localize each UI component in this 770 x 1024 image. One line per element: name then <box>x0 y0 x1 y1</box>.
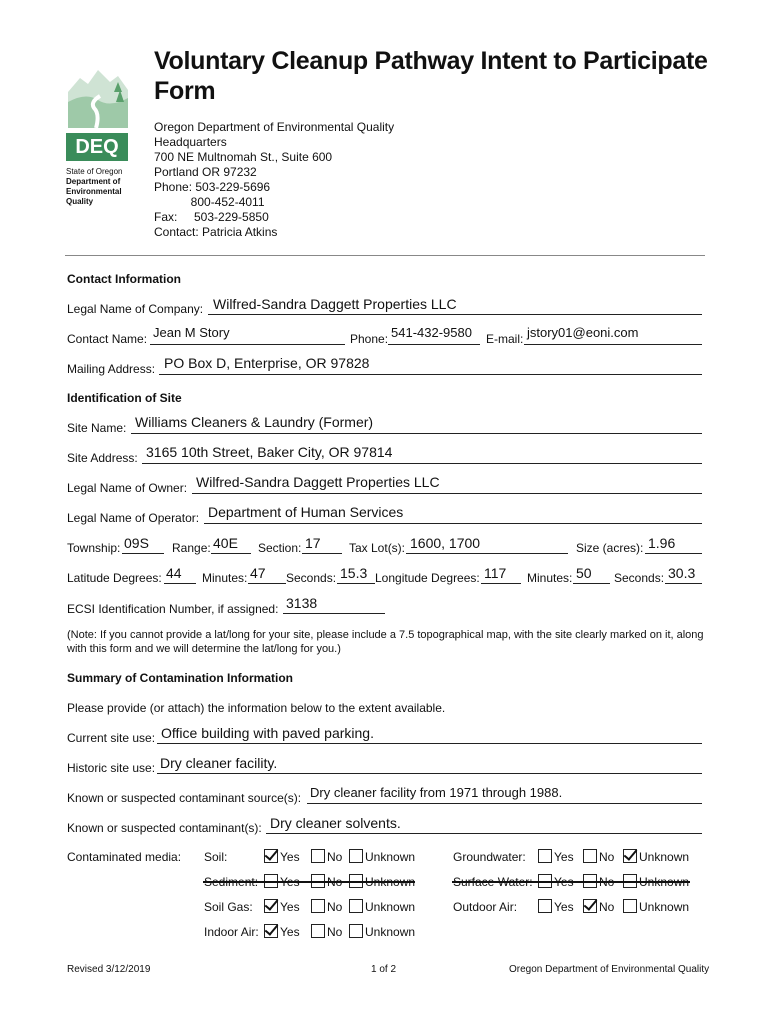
address-line: 800-452-4011 <box>154 195 265 209</box>
field-underline <box>192 493 702 494</box>
lat-sec-field[interactable]: 15.3 <box>340 565 368 581</box>
source-label: Known or suspected contaminant source(s): <box>67 791 302 805</box>
indoor-yes[interactable] <box>264 924 300 939</box>
option-label: Yes <box>554 850 574 864</box>
footer-page: 1 of 2 <box>371 964 397 975</box>
lat-min-label: Minutes: <box>202 571 248 585</box>
address-line: Phone: 503-229-5696 <box>154 180 271 194</box>
indoor-no[interactable] <box>311 924 342 939</box>
township-label: Township: <box>67 541 121 555</box>
lon-min-label: Minutes: <box>527 571 573 585</box>
footer-agency: Oregon Department of Environmental Quality <box>509 964 710 975</box>
lon-sec-label: Seconds: <box>614 571 665 585</box>
ecsi-label: ECSI Identification Number, if assigned: <box>67 602 279 616</box>
groundwater-yes[interactable] <box>538 849 574 864</box>
option-label: Unknown <box>365 850 416 864</box>
field-underline <box>573 583 610 584</box>
field-underline <box>211 553 251 554</box>
sediment-strikethrough <box>203 881 415 883</box>
checkbox-icon[interactable] <box>538 899 552 913</box>
current-use-label: Current site use: <box>67 731 156 745</box>
field-underline <box>283 613 385 614</box>
source-field[interactable]: Dry cleaner facility from 1971 through 1988. <box>310 785 563 800</box>
lon-deg-field[interactable]: 117 <box>484 565 507 581</box>
owner-label: Legal Name of Owner: <box>67 481 188 495</box>
taxlot-label: Tax Lot(s): <box>349 541 406 555</box>
field-underline <box>204 523 702 524</box>
outdoor-air-unknown[interactable] <box>623 899 689 914</box>
site-name-label: Site Name: <box>67 421 127 435</box>
lat-min-field[interactable]: 47 <box>250 565 266 581</box>
groundwater-unknown[interactable] <box>623 849 689 864</box>
site-address-label: Site Address: <box>67 451 138 465</box>
option-label: Yes <box>554 900 574 914</box>
checkbox-icon[interactable] <box>349 849 363 863</box>
indoor-unknown[interactable] <box>349 924 415 939</box>
section-label: Section: <box>258 541 302 555</box>
lon-min-field[interactable]: 50 <box>576 565 592 581</box>
address-line: 700 NE Multnomah St., Suite 600 <box>154 150 333 164</box>
field-underline <box>307 803 702 804</box>
mailing-field[interactable]: PO Box D, Enterprise, OR 97828 <box>164 355 370 371</box>
mountain-river-icon <box>66 62 130 128</box>
outdoor-air-no[interactable] <box>583 899 614 914</box>
field-underline <box>481 583 521 584</box>
contaminant-field[interactable]: Dry cleaner solvents. <box>270 815 401 831</box>
option-label: Unknown <box>365 925 416 939</box>
township-field[interactable]: 09S <box>124 535 149 551</box>
logo-sub-1: State of Oregon <box>66 167 123 176</box>
contaminant-label: Known or suspected contaminant(s): <box>67 821 262 835</box>
field-underline <box>159 374 702 375</box>
logo-sub-4: Quality <box>66 197 94 206</box>
lat-sec-label: Seconds: <box>286 571 337 585</box>
checkbox-checked-icon[interactable] <box>264 849 278 863</box>
agency-address <box>154 120 394 240</box>
checkbox-checked-icon[interactable] <box>264 899 278 913</box>
email-field[interactable]: jstory01@eoni.com <box>527 325 639 340</box>
field-underline <box>302 553 342 554</box>
option-label: No <box>599 850 615 864</box>
checkbox-icon[interactable] <box>349 899 363 913</box>
field-underline <box>248 583 286 584</box>
field-underline <box>131 433 702 434</box>
field-underline <box>157 743 702 744</box>
checkbox-icon[interactable] <box>311 924 325 938</box>
address-line: Contact: Patricia Atkins <box>154 225 278 239</box>
form-title: Voluntary Cleanup Pathway Intent to Participate Form <box>154 47 708 105</box>
company-label: Legal Name of Company: <box>67 302 204 316</box>
field-underline <box>388 344 480 345</box>
option-label: No <box>327 850 343 864</box>
field-underline <box>645 553 702 554</box>
logo-sub-2: Department of <box>66 177 121 186</box>
outdoor-air-yes[interactable] <box>538 899 574 914</box>
soil-no[interactable] <box>311 849 342 864</box>
operator-field[interactable]: Department of Human Services <box>208 504 404 520</box>
mailing-label: Mailing Address: <box>67 362 156 376</box>
phone-label: Phone: <box>350 332 389 346</box>
contact-name-label: Contact Name: <box>67 332 148 346</box>
soil-yes[interactable] <box>264 849 300 864</box>
checkbox-icon[interactable] <box>583 849 597 863</box>
ecsi-field[interactable]: 3138 <box>286 595 318 611</box>
checkbox-icon[interactable] <box>311 899 325 913</box>
option-label: No <box>327 925 343 939</box>
size-field[interactable]: 1.96 <box>648 535 676 551</box>
field-underline <box>524 344 702 345</box>
checkbox-checked-icon[interactable] <box>583 899 597 913</box>
soil-unknown[interactable] <box>349 849 415 864</box>
address-line: Headquarters <box>154 135 227 149</box>
site-address-field[interactable]: 3165 10th Street, Baker City, OR 97814 <box>146 444 393 460</box>
option-label: No <box>327 900 343 914</box>
address-line: Oregon Department of Environmental Quality <box>154 120 395 134</box>
option-label: Yes <box>280 900 300 914</box>
outdoor-air-label: Outdoor Air: <box>453 900 518 914</box>
soilgas-no[interactable] <box>311 899 342 914</box>
section-field[interactable]: 17 <box>305 535 321 551</box>
taxlot-field[interactable]: 1600, 1700 <box>410 535 481 551</box>
header-divider <box>65 255 705 256</box>
groundwater-no[interactable] <box>583 849 614 864</box>
groundwater-label: Groundwater: <box>453 850 526 864</box>
soil-label: Soil: <box>204 850 228 864</box>
contact-heading: Contact Information <box>67 272 181 286</box>
latlong-note: (Note: If you cannot provide a lat/long for your site, please include a 7.5 topographical map, with the site clearly marked on it, along with this form and we will determine the lat/long for you.) <box>67 629 704 655</box>
surface-water-strikethrough <box>452 881 690 883</box>
historic-use-label: Historic site use: <box>67 761 156 775</box>
lat-deg-label: Latitude Degrees: <box>67 571 162 585</box>
checkbox-icon[interactable] <box>538 849 552 863</box>
field-underline <box>208 314 702 315</box>
phone-field[interactable]: 541-432-9580 <box>391 325 472 340</box>
current-use-field[interactable]: Office building with paved parking. <box>161 725 374 741</box>
field-underline <box>164 583 196 584</box>
field-underline <box>266 833 702 834</box>
deq-logo <box>66 62 134 207</box>
lon-sec-field[interactable]: 30.3 <box>668 565 696 581</box>
field-underline <box>665 583 702 584</box>
historic-use-field[interactable]: Dry cleaner facility. <box>160 755 278 771</box>
option-label: Unknown <box>639 900 690 914</box>
contact-name-field[interactable]: Jean M Story <box>153 325 230 340</box>
site-name-field[interactable]: Williams Cleaners & Laundry (Former) <box>135 414 374 430</box>
media-label: Contaminated media: <box>67 850 182 864</box>
checkbox-checked-icon[interactable] <box>623 849 637 863</box>
range-field[interactable]: 40E <box>213 535 238 551</box>
field-underline <box>337 583 375 584</box>
soilgas-unknown[interactable] <box>349 899 415 914</box>
indoor-label: Indoor Air: <box>204 925 259 939</box>
range-label: Range: <box>172 541 211 555</box>
size-label: Size (acres): <box>576 541 644 555</box>
option-label: Yes <box>280 850 300 864</box>
checkbox-icon[interactable] <box>311 849 325 863</box>
field-underline <box>142 463 702 464</box>
contamination-intro: Please provide (or attach) the information below to the extent available. <box>67 701 446 715</box>
company-field[interactable]: Wilfred-Sandra Daggett Properties LLC <box>213 296 457 312</box>
field-underline <box>122 553 164 554</box>
address-line: Portland OR 97232 <box>154 165 257 179</box>
field-underline <box>406 553 568 554</box>
option-label: No <box>599 900 615 914</box>
checkbox-icon[interactable] <box>623 899 637 913</box>
address-line: Fax: 503-229-5850 <box>154 210 269 224</box>
checkbox-icon[interactable] <box>349 924 363 938</box>
option-label: Unknown <box>639 850 690 864</box>
field-underline <box>157 773 702 774</box>
logo-sub-3: Environmental <box>66 187 122 196</box>
checkbox-checked-icon[interactable] <box>264 924 278 938</box>
contamination-heading: Summary of Contamination Information <box>67 671 294 685</box>
footer-revised: Revised 3/12/2019 <box>67 964 151 975</box>
operator-label: Legal Name of Operator: <box>67 511 200 525</box>
email-label: E-mail: <box>486 332 524 346</box>
option-label: Yes <box>280 925 300 939</box>
soilgas-yes[interactable] <box>264 899 300 914</box>
option-label: Unknown <box>365 900 416 914</box>
owner-field[interactable]: Wilfred-Sandra Daggett Properties LLC <box>196 474 440 490</box>
lat-deg-field[interactable]: 44 <box>166 565 182 581</box>
field-underline <box>150 344 345 345</box>
lon-deg-label: Longitude Degrees: <box>375 571 480 585</box>
site-heading: Identification of Site <box>67 391 182 405</box>
deq-badge: DEQ <box>66 133 128 161</box>
soilgas-label: Soil Gas: <box>204 900 253 914</box>
